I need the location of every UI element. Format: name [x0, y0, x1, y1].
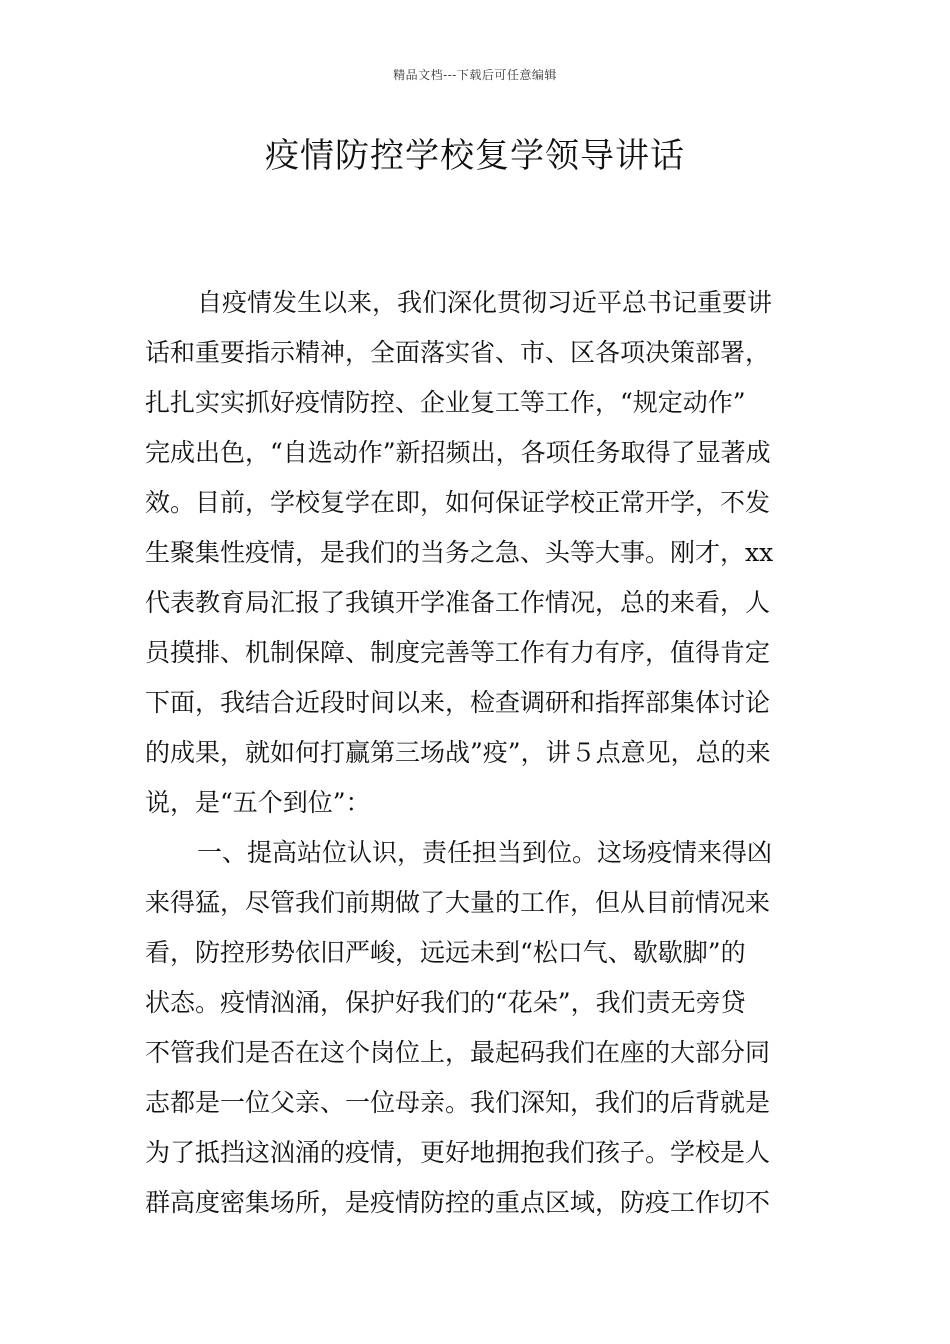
- paragraph-line: 为了抵挡这汹涌的疫情，更好地拥抱我们孩子。学校是人: [145, 1138, 771, 1167]
- paragraph-line: 代表教育局汇报了我镇开学准备工作情况，总的来看，人: [145, 588, 771, 617]
- paragraph-line: 话和重要指示精神，全面落实省、市、区各项决策部署，: [145, 338, 771, 367]
- paragraph-line: 完成出色，“自选动作”新招频出，各项任务取得了显著成: [145, 438, 771, 467]
- paragraph-line: 志都是一位父亲、一位母亲。我们深知，我们的后背就是: [145, 1088, 771, 1117]
- paragraph-line: 员摸排、机制保障、制度完善等工作有力有序，值得肯定: [145, 638, 771, 667]
- paragraph-line: 状态。疫情汹涌，保护好我们的“花朵”，我们责无旁贷: [145, 988, 746, 1017]
- paragraph-line: 效。目前，学校复学在即，如何保证学校正常开学，不发: [145, 488, 771, 517]
- paragraph-line: 扎扎实实抓好疫情防控、企业复工等工作，“规定动作”: [145, 388, 746, 417]
- paragraph-line: 下面，我结合近段时间以来，检查调研和指挥部集体讨论: [145, 688, 771, 717]
- paragraph-line: 看，防控形势依旧严峻，远远未到“松口气、歇歇脚”的: [145, 938, 746, 967]
- paragraph-line: 群高度密集场所，是疫情防控的重点区域，防疫工作切不: [145, 1188, 771, 1217]
- paragraph-line: 的成果，就如何打赢第三场战”疫”，讲５点意见，总的来: [145, 738, 771, 767]
- paragraph-line: 生聚集性疫情，是我们的当务之急、头等大事。刚才，xx: [145, 538, 774, 567]
- page-title: 疫情防控学校复学领导讲话: [265, 136, 685, 176]
- paragraph-line: 说，是“五个到位”：: [145, 788, 371, 817]
- paragraph-line: 自疫情发生以来，我们深化贯彻习近平总书记重要讲: [197, 288, 773, 317]
- document-body: [145, 278, 805, 1228]
- paragraph-line: 一、提高站位认识，责任担当到位。这场疫情来得凶: [197, 838, 773, 867]
- paragraph-line: 不管我们是否在这个岗位上，最起码我们在座的大部分同: [145, 1038, 771, 1067]
- page-header-watermark: 精品文档---下载后可任意编辑: [393, 68, 557, 82]
- paragraph-line: 来得猛，尽管我们前期做了大量的工作，但从目前情况来: [145, 888, 771, 917]
